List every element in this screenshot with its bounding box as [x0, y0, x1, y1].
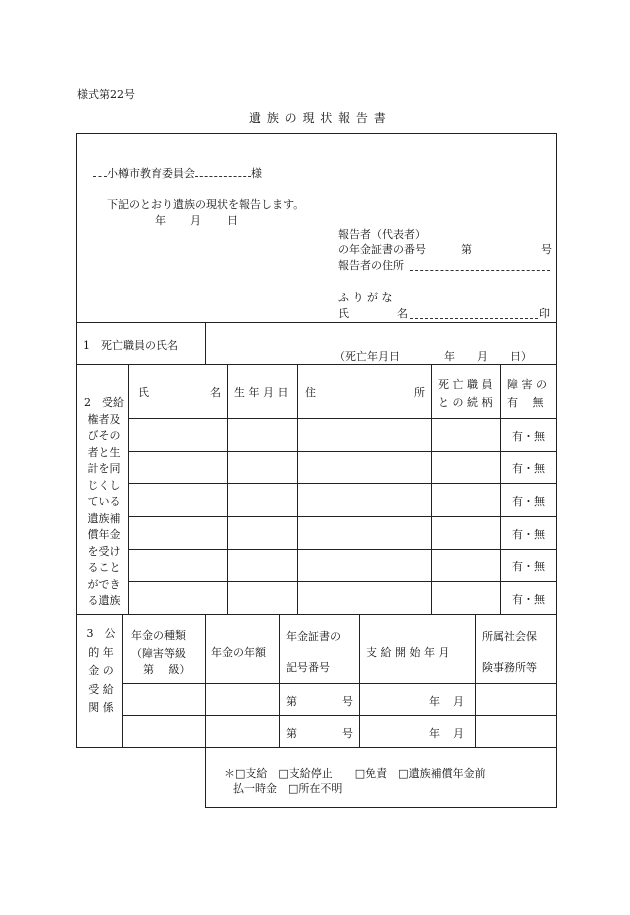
- header-name-a: 氏: [138, 386, 149, 399]
- section1-label: 1 死亡職員の氏名: [83, 339, 178, 352]
- furigana-label: ふ り が な: [338, 291, 393, 304]
- disability-value[interactable]: 有・無: [512, 462, 545, 475]
- date-day: 日: [227, 214, 238, 227]
- disability-value[interactable]: 有・無: [512, 593, 545, 606]
- name-label-a: 氏: [338, 307, 349, 320]
- pension-number-post: 号: [541, 243, 552, 256]
- form-title: 遺 族 の 現 状 報 告 書: [249, 111, 387, 125]
- header-pension-type-1: 年金の種類: [131, 629, 186, 642]
- header-start-month: 支 給 開 始 年 月: [366, 646, 450, 659]
- reporter-address-field[interactable]: [410, 257, 550, 271]
- reporter-address-label: 報告者の住所: [338, 259, 404, 272]
- section3-label: 3 公 的 年 金 の 受 給 関 係: [86, 627, 116, 714]
- reporter-box: [76, 133, 557, 323]
- cert-dai: 第: [286, 727, 297, 740]
- disability-value[interactable]: 有・無: [512, 528, 545, 541]
- disability-value[interactable]: 有・無: [512, 495, 545, 508]
- reporter-label: 報告者（代表者）: [338, 228, 426, 241]
- header-office-2: 険事務所等: [482, 661, 537, 674]
- reporter-name-field[interactable]: [410, 305, 538, 319]
- header-cert-1: 年金証書の: [286, 630, 341, 643]
- form-number: 様式第22号: [77, 88, 135, 101]
- header-office-1: 所属社会保: [482, 630, 537, 643]
- addressee-suffix: 様: [251, 167, 262, 180]
- header-birthdate: 生 年 月 日: [234, 386, 289, 399]
- date-year: 年: [155, 214, 166, 227]
- status-note-line1: ＊□支給 □支給停止 □免責 □遺族補償年金前: [224, 767, 486, 780]
- start-month: 月: [453, 695, 464, 708]
- disability-value[interactable]: 有・無: [512, 430, 545, 443]
- status-note-line2: 払一時金 □所在不明: [233, 782, 343, 795]
- date-month: 月: [190, 214, 201, 227]
- cert-go: 号: [342, 727, 353, 740]
- intro-text: 下記のとおり遺族の現状を報告します。: [107, 198, 305, 211]
- seal-mark: 印: [539, 307, 550, 320]
- addressee-line: [93, 165, 262, 181]
- header-name-b: 名: [210, 386, 221, 399]
- start-month: 月: [453, 727, 464, 740]
- start-year: 年: [429, 695, 440, 708]
- name-label-b: 名: [397, 307, 408, 320]
- header-cert-2: 記号番号: [286, 661, 330, 674]
- start-year: 年: [429, 727, 440, 740]
- header-relation-2: と の 続 柄: [438, 396, 493, 409]
- header-relation-1: 死 亡 職 員: [438, 378, 493, 391]
- header-pension-amount: 年金の年額: [211, 646, 266, 659]
- header-pension-type-2: （障害等級: [131, 647, 186, 660]
- header-address-a: 住: [305, 386, 316, 399]
- pension-number-label: の年金証書の番号: [338, 243, 426, 256]
- header-disability-1: 障 害 の: [507, 378, 547, 391]
- death-date: （死亡年月日 年 月 日）: [334, 350, 532, 363]
- addressee-name: 小樽市教育委員会: [107, 167, 195, 180]
- cert-go: 号: [342, 695, 353, 708]
- header-address-b: 所: [414, 386, 425, 399]
- header-disability-2: 有 無: [507, 396, 544, 409]
- section2-label: 2 受給 権者及 びその 者と生 計を同 じくし ている 遺族補 償年金 を受け ること ができ る遺族: [84, 396, 124, 607]
- cert-dai: 第: [286, 695, 297, 708]
- disability-value[interactable]: 有・無: [512, 560, 545, 573]
- pension-number-pre: 第: [461, 243, 472, 256]
- header-pension-type-3: 第 級）: [143, 663, 191, 676]
